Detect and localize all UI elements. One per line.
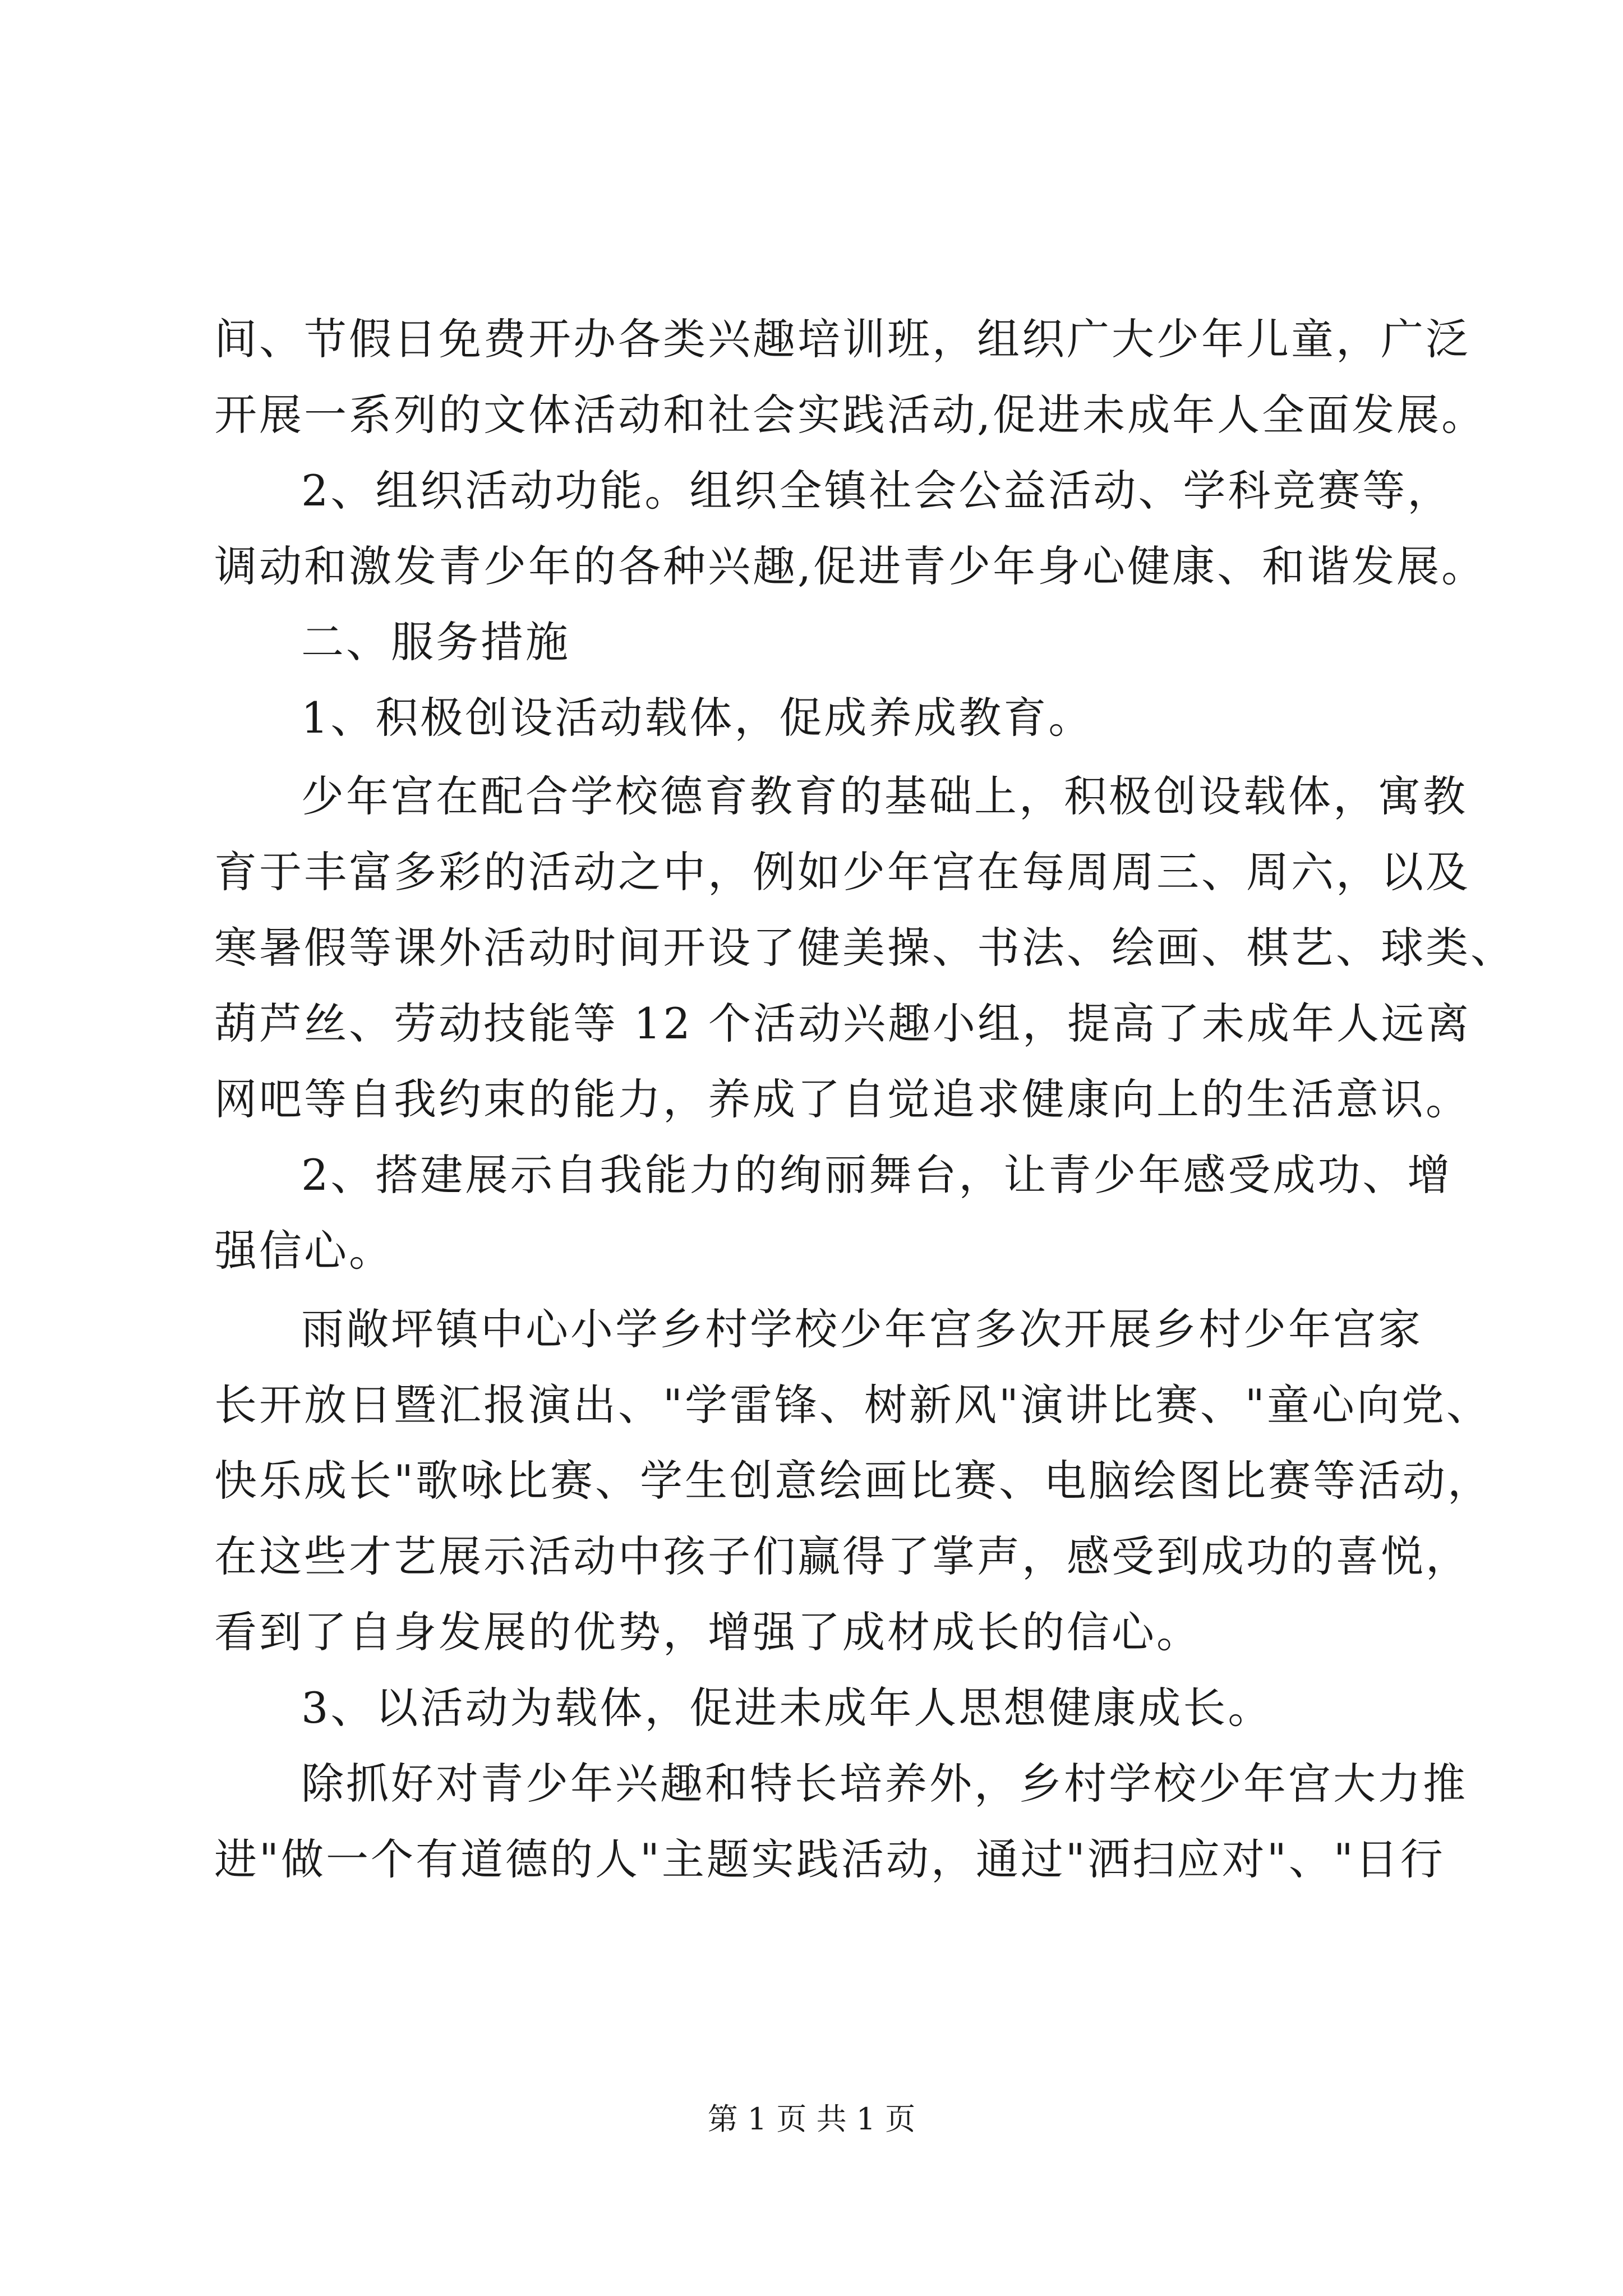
text-line: 寒暑假等课外活动时间开设了健美操、书法、绘画、棋艺、球类、 [214, 923, 1515, 973]
text-line: 调动和激发青少年的各种兴趣,促进青少年身心健康、和谐发展。 [214, 541, 1487, 591]
text-line: 开展一系列的文体活动和社会实践活动,促进未成年人全面发展。 [214, 390, 1487, 440]
text-line: 间、节假日免费开办各类兴趣培训班，组织广大少年儿童，广泛 [214, 314, 1470, 364]
text-line: 在这些才艺展示活动中孩子们赢得了掌声，感受到成功的喜悦， [214, 1531, 1470, 1581]
subsection-heading: 2、搭建展示自我能力的绚丽舞台，让青少年感受成功、增 [301, 1150, 1453, 1200]
text-line: 2、组织活动功能。组织全镇社会公益活动、学科竞赛等， [301, 466, 1453, 516]
text-line: 育于丰富多彩的活动之中，例如少年宫在每周周三、周六，以及 [214, 847, 1470, 897]
text-line: 葫芦丝、劳动技能等 12 个活动兴趣小组，提高了未成年人远离 [214, 999, 1472, 1048]
text-line: 网吧等自我约束的能力，养成了自觉追求健康向上的生活意识。 [214, 1074, 1470, 1124]
text-line: 快乐成长"歌咏比赛、学生创意绘画比赛、电脑绘图比赛等活动， [214, 1456, 1492, 1506]
text-line: 看到了自身发展的优势，增强了成材成长的信心。 [214, 1607, 1201, 1657]
subsection-heading-cont: 强信心。 [214, 1226, 394, 1276]
section-heading: 二、服务措施 [301, 617, 570, 667]
page-footer: 第 1 页 共 1 页 [707, 2101, 916, 2137]
text-line: 雨敞坪镇中心小学乡村学校少年宫多次开展乡村少年宫家 [301, 1304, 1423, 1354]
text-line: 长开放日暨汇报演出、"学雷锋、树新风"演讲比赛、"童心向党、 [214, 1380, 1491, 1430]
text-line: 除抓好对青少年兴趣和特长培养外，乡村学校少年宫大力推 [301, 1759, 1468, 1809]
subsection-heading: 3、以活动为载体，促进未成年人思想健康成长。 [301, 1683, 1273, 1733]
text-line: 少年宫在配合学校德育教育的基础上，积极创设载体，寓教 [301, 771, 1468, 821]
subsection-heading: 1、积极创设活动载体，促成养成教育。 [301, 693, 1094, 743]
text-line: 进"做一个有道德的人"主题实践活动，通过"洒扫应对"、"日行 [214, 1834, 1445, 1884]
